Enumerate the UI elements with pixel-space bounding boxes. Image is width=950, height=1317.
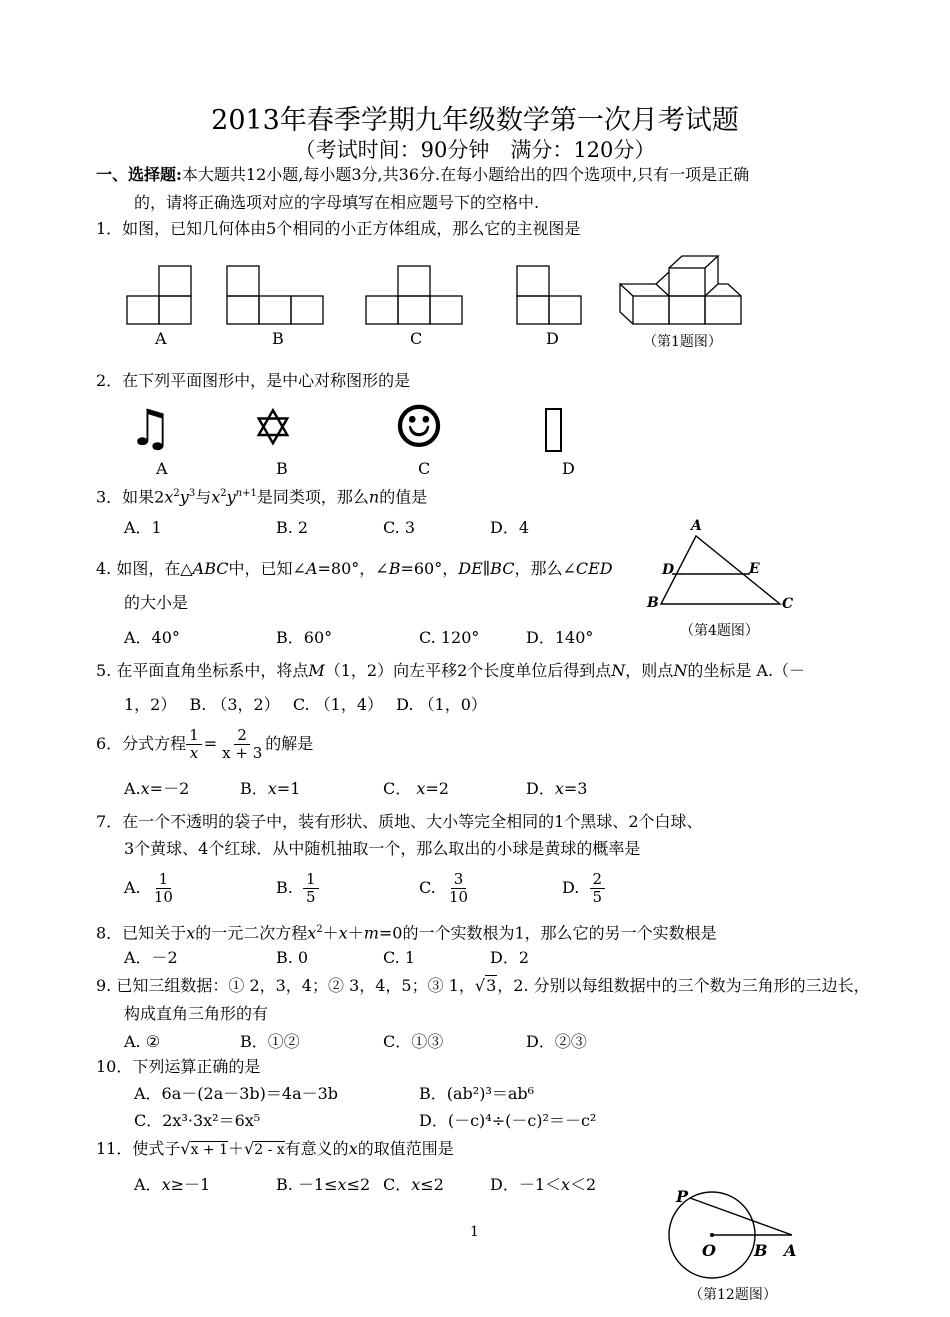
opt-letter: D. <box>562 878 580 897</box>
q5-text: ，则点 <box>625 661 674 680</box>
q9-option-a: A. ② <box>124 1032 161 1051</box>
opt-value: =－2 <box>149 779 190 798</box>
q8-text: 的一元二次方程 <box>195 923 308 943</box>
opt-letter: A. <box>124 878 141 897</box>
q9-stem-2: 构成直角三角形的有 <box>124 1004 269 1023</box>
q1-stem: 1．如图，已知几何体由5个相同的小正方体组成，那么它的主视图是 <box>96 219 581 238</box>
q12-point-o: O <box>702 1241 716 1260</box>
q3-text: 是同类项，那么 <box>256 487 369 507</box>
q2-label-a: A <box>156 459 168 478</box>
q9-option-b: B．①② <box>240 1032 300 1051</box>
numerator: 2 <box>234 727 250 745</box>
opt-letter: C． <box>383 779 412 798</box>
q9-option-d: D．②③ <box>526 1032 587 1051</box>
q7-stem: 7．在一个不透明的袋子中，装有形状、质地、大小等完全相同的1个黑球、2个白球、 <box>96 812 703 831</box>
denominator: x <box>189 743 199 762</box>
opt-letter: B． <box>240 779 268 798</box>
q8-text: 8．已知关于 <box>96 923 187 943</box>
smiley-face-icon: ☺ <box>393 393 445 461</box>
numerator: 2 <box>590 871 606 889</box>
opt-value: ＜2 <box>570 1175 597 1194</box>
q2-stem: 2．在下列平面图形中，是中心对称图形的是 <box>96 371 411 390</box>
q4-option-d: D．140° <box>526 628 594 647</box>
q10-option-a: A．6a－(2a－3b)＝4a－3b <box>134 1084 339 1103</box>
q10-stem: 10．下列运算正确的是 <box>96 1057 261 1076</box>
q10-option-d: D．(－c)⁴÷(－c)²＝－c² <box>419 1111 597 1130</box>
q4-text: ，那么∠ <box>514 559 576 578</box>
q10-option-b: B．(ab²)³＝ab⁶ <box>419 1084 535 1103</box>
denominator: 10 <box>153 887 173 906</box>
q4-caption: （第4题图） <box>680 623 759 639</box>
q6-option-d: D．x=3 <box>526 779 588 798</box>
q4-point-a: A <box>691 518 702 534</box>
q4-point-b: B <box>647 595 659 611</box>
q4-option-b: B．60° <box>276 628 333 647</box>
q6-stem: 6．分式方程 $\frac{1}{x}$ = $\frac{2}{x + 3}$ 的解是 <box>96 725 314 762</box>
q4-text: =60°， <box>400 559 459 578</box>
q6-text: 的解是 <box>265 734 314 753</box>
q4-option-c: C. 120° <box>419 628 480 647</box>
page-title: 2013年春季学期九年级数学第一次月考试题 <box>211 105 739 136</box>
q3-text: 3．如果2 <box>96 487 165 507</box>
sqrt-x-plus-1: √x + 1 <box>180 1139 229 1158</box>
q4-text: =80°，∠ <box>317 559 389 578</box>
q8-option-c: C. 1 <box>383 948 416 967</box>
exam-info: （考试时间：90分钟 满分：120分） <box>294 138 656 162</box>
denominator: 10 <box>448 887 469 906</box>
q9-text: 9. 已知三组数据：① 2，3，4；② 3，4，5；③ 1， <box>96 976 475 995</box>
star-of-david-icon: ✡ <box>252 399 294 457</box>
opt-value: =3 <box>563 779 588 798</box>
q11-option-a: A．x≥－1 <box>134 1175 211 1194</box>
q8-text: =0的一个实数根为1，那么它的另一个实数根是 <box>378 923 717 943</box>
q1-caption: （第1题图） <box>643 334 722 350</box>
q5-text: 的坐标是 A.（－ <box>687 661 806 680</box>
q3-text: 与 <box>195 487 212 507</box>
denominator: x + 3 <box>222 743 263 762</box>
numerator: 3 <box>451 871 467 889</box>
page-number: 1 <box>470 1224 479 1240</box>
q3-option-a: A．1 <box>124 518 162 537</box>
denominator: 5 <box>592 887 603 906</box>
q5-stem: 5. 在平面直角坐标系中，将点M（1，2）向左平移2个长度单位后得到点N，则点N的坐标是 A.（－ <box>96 661 806 680</box>
q4-point-c: C <box>782 596 794 612</box>
opt-letter: C. <box>419 878 436 897</box>
opt-letter: B. －1≤ <box>276 1175 338 1194</box>
q8-option-d: D．2 <box>490 948 530 967</box>
q12-point-p: P <box>676 1187 689 1206</box>
q4-option-a: A．40° <box>124 628 180 647</box>
radicand: x + 1 <box>190 1142 229 1158</box>
q2-label-c: C <box>418 459 431 478</box>
q11-option-c: C．x≤2 <box>383 1175 444 1194</box>
q11-text: 的取值范围是 <box>357 1139 454 1158</box>
q8-option-a: A．－2 <box>124 948 178 967</box>
q11-text: 11．使式子 <box>96 1139 181 1158</box>
music-note-icon: ♫ <box>128 399 173 457</box>
numerator: 1 <box>156 871 172 889</box>
q2-label-d: D <box>562 459 575 478</box>
q12-point-a: A <box>784 1241 797 1260</box>
opt-letter: C． <box>383 1175 412 1194</box>
q4-stem-2: 的大小是 <box>124 593 189 612</box>
q5-text: 5. 在平面直角坐标系中，将点 <box>96 661 309 680</box>
q4-text: ∥ <box>482 559 491 578</box>
q6-option-a: A.x=－2 <box>124 779 190 798</box>
q3-option-b: B. 2 <box>276 518 309 537</box>
opt-letter: A． <box>134 1175 162 1194</box>
opt-value: ≤2 <box>346 1175 371 1194</box>
q4-point-d: D <box>662 562 675 578</box>
q8-stem: 8．已知关于x的一元二次方程$x^2+x+m=0$的一个实数根为1，那么它的另一个实数根是 <box>96 923 717 943</box>
q3-stem: 3．如果$2x^2y^3$与$x^2y^{n+1}$是同类项，那么n的值是 <box>96 487 428 507</box>
opt-value: =1 <box>276 779 301 798</box>
q6-option-b: B．x=1 <box>240 779 301 798</box>
section-instructions-2: 的，请将正确选项对应的字母填写在相应题号下的空格中. <box>134 193 540 212</box>
radicand: 2 - x <box>254 1142 285 1158</box>
denominator: 5 <box>306 887 316 906</box>
sqrt-2-minus-x: √2 - x <box>244 1139 285 1158</box>
opt-value: ≥－1 <box>170 1175 211 1194</box>
q4-point-e: E <box>749 561 760 577</box>
q10-option-c: C．2x³·3x²＝6x⁵ <box>134 1111 261 1130</box>
q11-stem: 11．使式子√x + 1＋√2 - x有意义的x的取值范围是 <box>96 1139 454 1158</box>
q2-label-b: B <box>276 459 288 478</box>
opt-value: =2 <box>425 779 449 798</box>
opt-value: ≤2 <box>420 1175 444 1194</box>
q11-option-d: D．－1＜x＜2 <box>490 1175 597 1194</box>
q6-option-c: C． x=2 <box>383 779 449 798</box>
q1-label-c: C <box>410 329 423 348</box>
numerator: 1 <box>186 727 202 745</box>
q11-option-b: B. －1≤x≤2 <box>276 1175 371 1194</box>
q5-text: （1，2）向左平移2个长度单位后得到点 <box>324 661 612 680</box>
q3-option-d: D．4 <box>490 518 530 537</box>
sqrt-3: √3 <box>474 976 497 995</box>
opt-letter: D． <box>526 779 555 798</box>
q3-option-c: C. 3 <box>383 518 416 537</box>
q4-stem: 4. 如图，在△ABC中，已知∠A=80°，∠B=60°，DE∥BC，那么∠CED <box>96 559 613 578</box>
section-heading: 一、选择题: <box>96 165 182 184</box>
q9-option-c: C．①③ <box>383 1032 444 1051</box>
q12-point-b: B <box>754 1241 768 1260</box>
radicand: 3 <box>486 976 497 995</box>
q1-label-a: A <box>155 329 167 348</box>
q1-label-b: B <box>272 329 284 348</box>
section-instructions: 本大题共12小题,每小题3分,共36分.在每小题给出的四个选项中,只有一项是正确 <box>181 165 750 184</box>
q4-text: 中，已知∠ <box>228 559 306 578</box>
q12-caption: （第12题图） <box>689 1287 777 1303</box>
opt-letter: A. <box>124 779 141 798</box>
q9-text: ，2. 分别以每组数据中的三个数为三角形的三边长， <box>497 976 870 995</box>
numerator: 1 <box>303 871 319 889</box>
opt-letter: B. <box>276 878 293 897</box>
q3-text: 的值是 <box>379 487 428 507</box>
q5-options: 1，2） B. （3，2） C. （1，4） D. （1，0） <box>124 695 487 714</box>
q6-text: 6．分式方程 <box>96 734 187 753</box>
q11-text: 有意义的 <box>284 1139 349 1158</box>
q4-text: 4. 如图，在△ <box>96 559 193 578</box>
q8-option-b: B. 0 <box>276 948 309 967</box>
q7-stem-2: 3个黄球、4个红球．从中随机抽取一个，那么取出的小球是黄球的概率是 <box>124 839 641 858</box>
q1-label-d: D <box>546 329 559 348</box>
opt-letter: D．－1＜ <box>490 1175 562 1194</box>
